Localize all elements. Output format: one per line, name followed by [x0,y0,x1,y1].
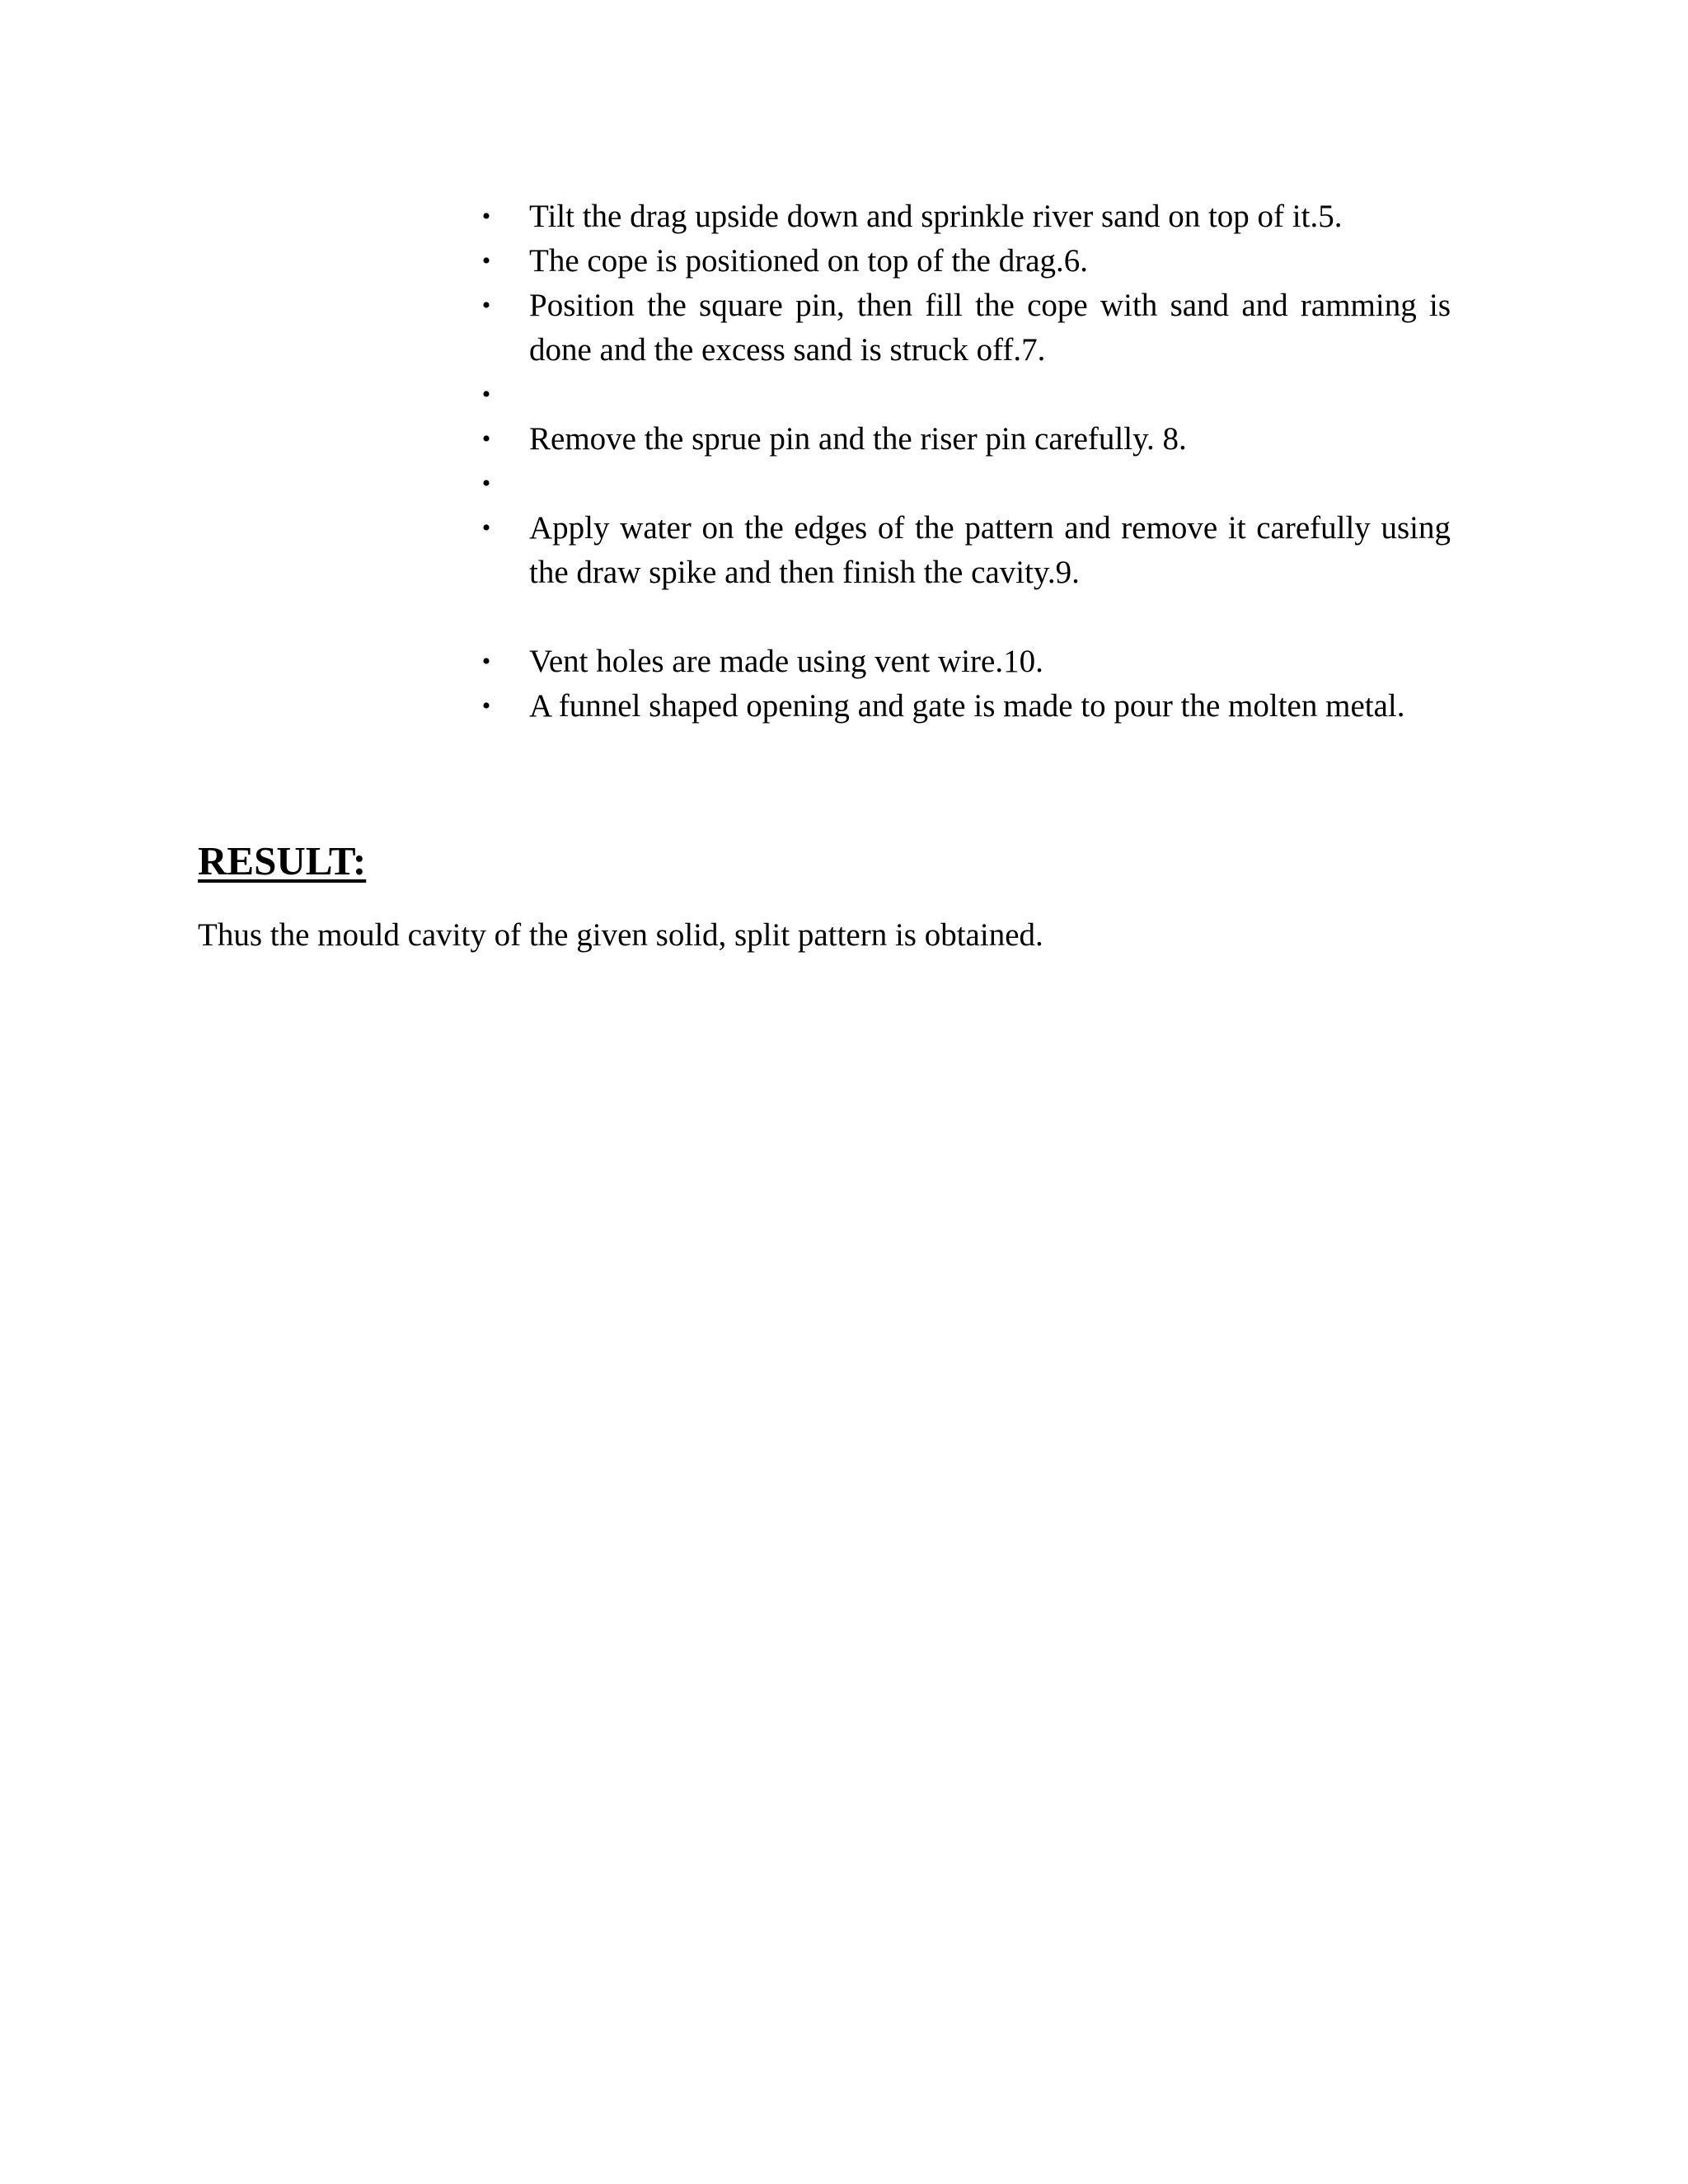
procedure-step-text: Remove the sprue pin and the riser pin carefully. 8. [529,421,1187,457]
procedure-step [478,239,1451,284]
result-text: Thus the mould cavity of the given solid, split pattern is obtained. [198,917,1043,953]
bullet-icon: • [481,247,491,274]
procedure-step-empty [478,462,1451,506]
procedure-step-text: Tilt the drag upside down and sprinkle river sand on top of it.5. [529,199,1343,234]
bullet-icon: • [481,292,491,319]
procedure-step-text: Position the square pin, then fill the cope with sand and ramming is done and the excess sand is struck off.7. [529,288,1451,368]
procedure-step [478,684,1451,729]
procedure-step-text: Vent holes are made using vent wire.10. [529,644,1043,679]
bullet-icon: • [481,692,491,719]
bullet-icon: • [481,381,491,408]
procedure-steps-list [478,194,1451,729]
procedure-step [478,640,1451,684]
procedure-step [478,417,1451,462]
procedure-step [478,506,1451,595]
result-heading: RESULT: [198,838,367,883]
procedure-step [478,284,1451,373]
procedure-step [478,194,1451,239]
procedure-step-empty [478,373,1451,417]
bullet-icon: • [481,470,491,497]
procedure-step-text: The cope is positioned on top of the drag.6. [529,243,1089,279]
bullet-icon: • [481,514,491,541]
procedure-step-text: A funnel shaped opening and gate is made to pour the molten metal. [529,688,1405,724]
bullet-icon: • [481,203,491,230]
bullet-icon: • [481,425,491,452]
procedure-step-text: Apply water on the edges of the pattern and remove it carefully using the draw spike and then finish the cavity.9. [529,510,1451,590]
bullet-icon: • [481,648,491,675]
